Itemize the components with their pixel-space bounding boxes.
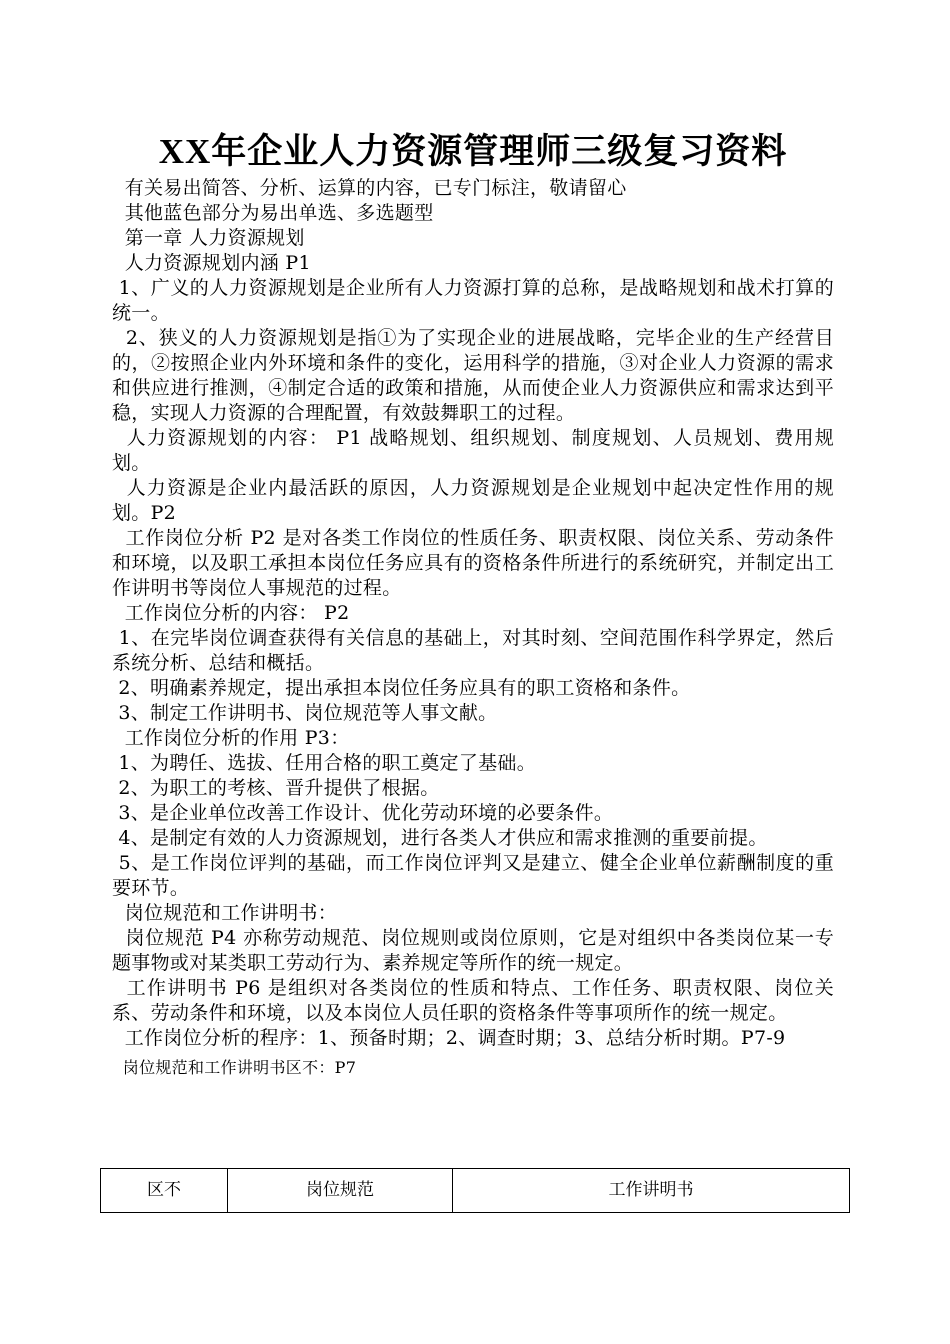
table-header-cell: 岗位规范: [228, 1169, 453, 1213]
document-title: XX年企业人力资源管理师三级复习资料: [158, 132, 788, 171]
note-line-2: 其他蓝色部分为易出单选、多选题型: [112, 202, 434, 224]
list-item: 2、明确素养规定，提出承担本岗位任务应具有的职工资格和条件。: [112, 677, 691, 699]
list-item: 1、在完毕岗位调查获得有关信息的基础上，对其时刻、空间范围作科学界定，然后系统分析、总结和概括。: [112, 627, 834, 674]
paragraph: 人力资源是企业内最活跃的原因，人力资源规划是企业规划中起决定性作用的规划。P2: [112, 477, 834, 524]
list-item: 3、制定工作讲明书、岗位规范等人事文献。: [112, 702, 498, 724]
section-heading: 工作岗位分析的作用 P3：: [112, 727, 350, 749]
list-item: 2、为职工的考核、晋升提供了根据。: [112, 777, 440, 799]
paragraph: 1、广义的人力资源规划是企业所有人力资源打算的总称，是战略规划和战术打算的统一。: [112, 277, 834, 324]
table-header-row: [101, 1169, 850, 1213]
table-header-cell: 工作讲明书: [453, 1169, 850, 1213]
paragraph: 工作讲明书 P6 是组织对各类岗位的性质和特点、工作任务、职责权限、岗位关系、劳动条件和环境，以及本岗位人员任职的资格条件等事项所作的统一规定。: [112, 977, 834, 1024]
section-heading: 人力资源规划内涵 P1: [112, 252, 311, 274]
table-caption: 岗位规范和工作讲明书区不：P7: [112, 1058, 357, 1077]
chapter-heading: 第一章 人力资源规划: [112, 227, 305, 249]
paragraph: 岗位规范 P4 亦称劳动规范、岗位规则或岗位原则，它是对组织中各类岗位某一专题事物或对某类职工劳动行为、素养规定等所作的统一规定。: [112, 927, 834, 974]
paragraph: 工作岗位分析 P2 是对各类工作岗位的性质任务、职责权限、岗位关系、劳动条件和环境，以及职工承担本岗位任务应具有的资格条件所进行的系统研究，并制定出工作讲明书等岗位人事规范的过程。: [112, 527, 834, 599]
paragraph: 2、狭义的人力资源规划是指①为了实现企业的进展战略，完毕企业的生产经营目的，②按照企业内外环境和条件的变化，运用科学的措施，③对企业人力资源的需求和供应进行推测，④制定合适的政策和措施，从而使企业人力资源供应和需求达到平稳，实现人力资源的合理配置，有效鼓舞职工的过程。: [112, 327, 834, 424]
section-heading: 岗位规范和工作讲明书：: [112, 902, 337, 924]
list-item: 4、是制定有效的人力资源规划，进行各类人才供应和需求推测的重要前提。: [112, 827, 768, 849]
document-body: [112, 130, 834, 1079]
table-header-cell: 区不: [101, 1169, 228, 1213]
section-heading: 工作岗位分析的内容： P2: [112, 602, 350, 624]
paragraph: 人力资源规划的内容： P1 战略规划、组织规划、制度规划、人员规划、费用规划。: [112, 427, 834, 474]
list-item: 1、为聘任、选拔、任用合格的职工奠定了基础。: [112, 752, 537, 774]
note-line-1: 有关易出简答、分析、运算的内容，已专门标注，敬请留心: [112, 177, 627, 199]
paragraph: 工作岗位分析的程序：1、预备时期；2、调查时期；3、总结分析时期。P7-9: [112, 1027, 786, 1049]
comparison-table: [100, 1168, 850, 1213]
list-item: 3、是企业单位改善工作设计、优化劳动环境的必要条件。: [112, 802, 614, 824]
list-item: 5、是工作岗位评判的基础，而工作岗位评判又是建立、健全企业单位薪酬制度的重要环节。: [112, 852, 834, 899]
